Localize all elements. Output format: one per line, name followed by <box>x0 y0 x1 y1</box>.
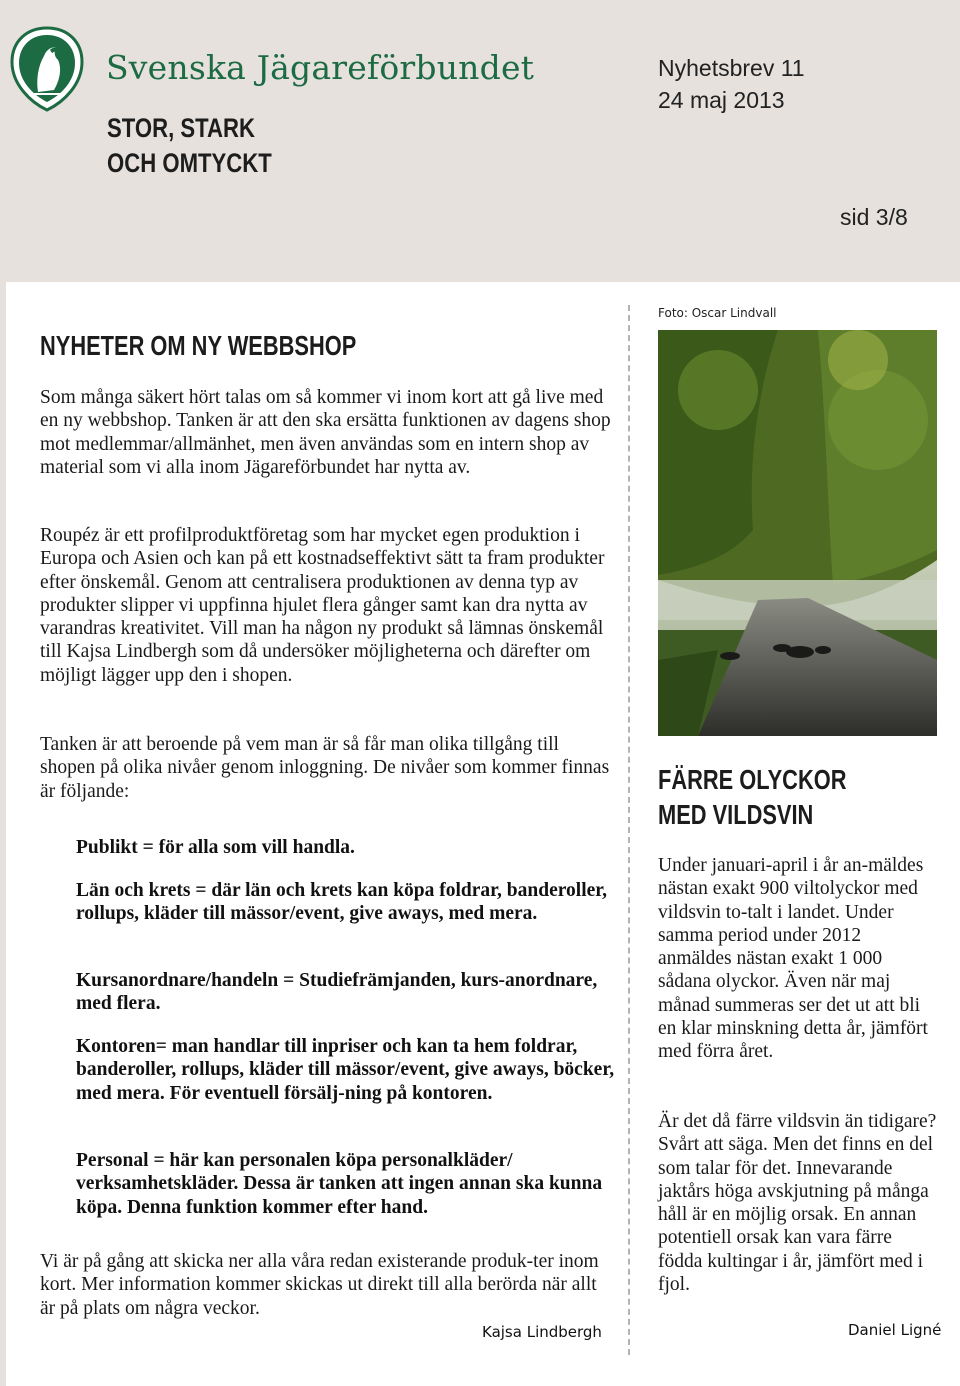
road-with-wild-boars-photo <box>658 330 937 736</box>
slogan-line-2: OCH OMTYCKT <box>107 148 272 178</box>
slogan <box>107 111 272 181</box>
level-personal: Personal = här kan personalen köpa personalkläder/ verksamhetskläder. Dessa är tanken att ingen annan ska kunna köpa. Denna funktion kommer efter hand. <box>76 1150 603 1218</box>
signature-daniel: Daniel Ligné <box>848 1321 942 1339</box>
webbshop-paragraph-1: Som många säkert hört talas om så kommer vi inom kort att gå live med en ny webbshop. Tanken är att den ska ersätta funktionen av dagens shop mot medlemmar/allmänhet, men även användas som en intern shop av material som vi alla inom Jägareförbundet har nytta av. <box>40 387 611 478</box>
column-divider <box>628 305 630 1355</box>
brand-name: Svenska Jägareförbundet <box>106 48 535 87</box>
level-lan-och-krets: Län och krets = där län och krets kan köpa foldrar, banderoller, rollups, kläder till mässor/event, give aways, med mera. <box>76 880 608 925</box>
newsletter-date: 24 maj 2013 <box>658 87 785 113</box>
level-kontoren: Kontoren= man handlar till inpriser och kan ta hem foldrar, banderoller, rollups, kläder till mässor/event, give aways, böcker, med mera. För eventuell försälj-ning på kontoren. <box>76 1036 615 1104</box>
level-kursanordnare: Kursanordnare/handeln = Studiefrämjanden, kurs-anordnare, med flera. <box>76 970 598 1015</box>
slogan-line-1: STOR, STARK <box>107 113 256 143</box>
torn-paper-edge <box>0 272 960 302</box>
newsletter-number: Nyhetsbrev 11 <box>658 55 805 81</box>
level-publikt: Publikt = för alla som vill handla. <box>76 837 355 858</box>
vildsvin-paragraph-2: Är det då färre vildsvin än tidigare? Svårt att säga. Men det finns en del som talar för det. Innevarande jaktårs höga avskjutning på många håll är en möjlig orsak. En annan potentiell orsak kan vara färre födda kultingar i år, jämfört med i fjol. <box>658 1111 937 1296</box>
webbshop-heading: NYHETER OM NY WEBBSHOP <box>40 330 357 361</box>
signature-kajsa: Kajsa Lindbergh <box>482 1323 602 1341</box>
vildsvin-heading <box>658 762 846 832</box>
issue-info <box>658 52 805 116</box>
page-number: sid 3/8 <box>840 204 908 230</box>
jagareforbundet-logo <box>8 26 86 112</box>
page-header <box>0 0 960 282</box>
vildsvin-paragraph-1: Under januari-april i år an-mäldes nästan exakt 900 viltolyckor med vildsvin to-talt i landet. Under samma period under 2012 anmäldes nästan exakt 1 000 sådana olyckor. Även när maj månad summeras ser det ut att bli en klar minskning detta år, jämfört med förra året. <box>658 855 928 1063</box>
webbshop-paragraph-3: Tanken är att beroende på vem man är så får man olika tillgång till shopen på olika nivåer genom inloggning. De nivåer som kommer finnas är följande: <box>40 734 610 802</box>
webbshop-closing: Vi är på gång att skicka ner alla våra redan existerande produk-ter inom kort. Mer information kommer skickas ut direkt till alla berörda när allt är på plats om några veckor. <box>40 1251 599 1319</box>
vildsvin-heading-line-2: MED VILDSVIN <box>658 799 814 830</box>
photo-credit: Foto: Oscar Lindvall <box>658 306 777 320</box>
vildsvin-heading-line-1: FÄRRE OLYCKOR <box>658 764 847 795</box>
webbshop-paragraph-2: Roupéz är ett profilproduktföretag som har mycket egen produktion i Europa och Asien och kan på ett kostnadseffektivt sätt ta fram produkter efter önskemål. Genom att centralisera produktionen av denna typ av produkter slipper vi uppfinna hjulet flera gånger samt kan dra nytta av varandras kreativitet. Vill man ha någon ny produkt så lämnas önskemål till Kajsa Lindbergh som då undersöker möjligheterna och därefter om möjligt lägger upp den i shopen. <box>40 525 605 686</box>
